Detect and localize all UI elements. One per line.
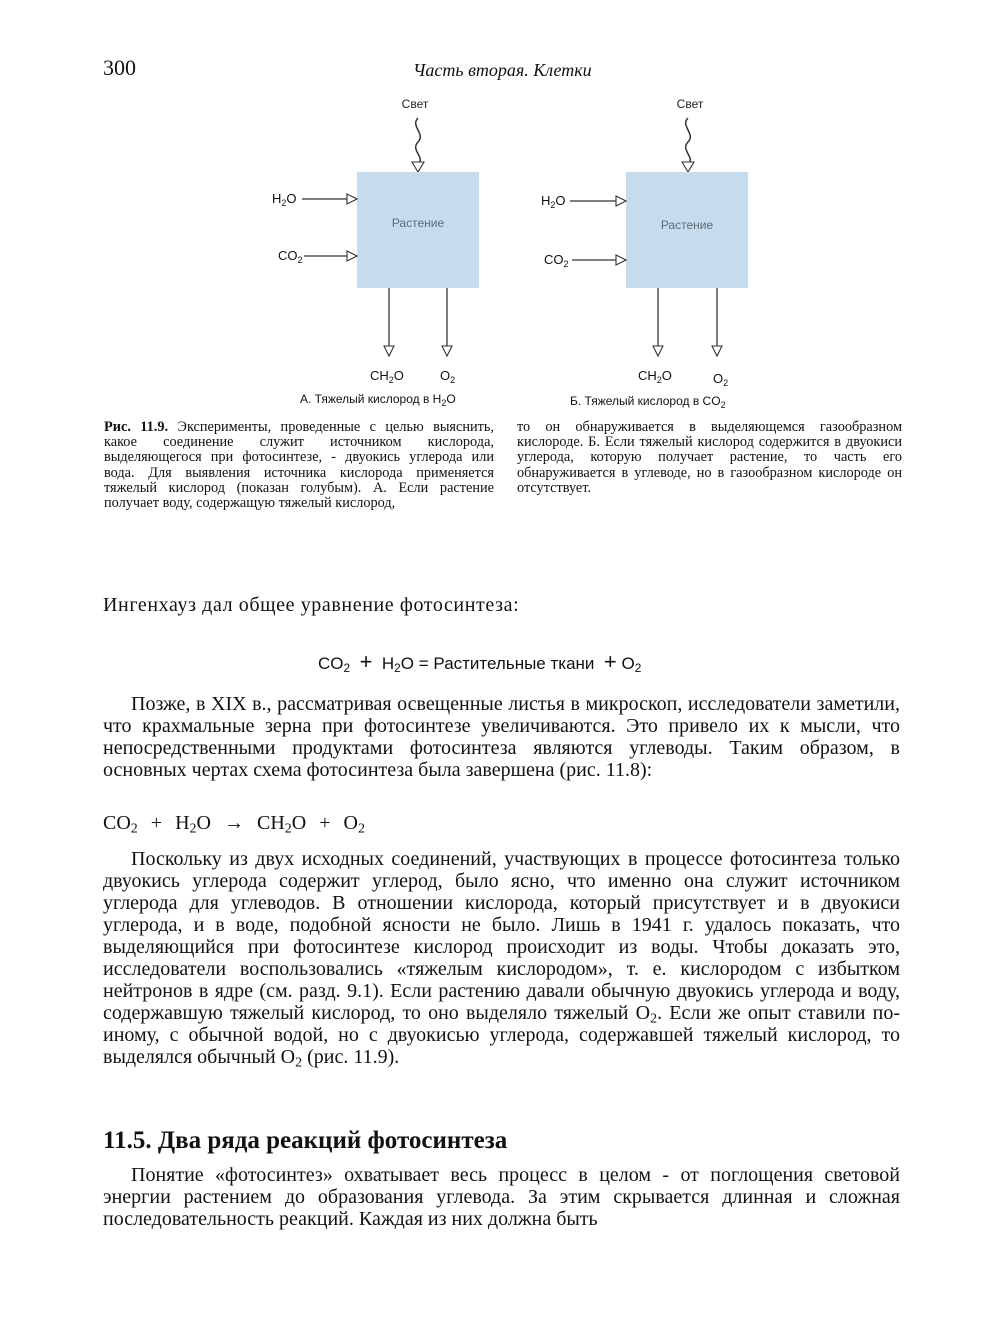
plant-label-a: Растение xyxy=(391,216,445,230)
panel-b xyxy=(541,97,748,410)
plant-label-b: Растение xyxy=(660,218,714,232)
light-arrowhead-a xyxy=(412,162,424,172)
intro-line: Ингенхауз дал общее уравнение фотосинтеза: xyxy=(103,594,520,616)
paragraph-2: Поскольку из двух исходных соединений, участвующих в процессе фотосинтеза только двуокись углерода содержит углерод, было ясно, что именно она служит источником углерода для углеводов. В отношении кислорода, который присутствует и в двуокиси углерода, и в воде, подобной ясности не было. Лишь в 1941 г. удалось показать, что выделяющийся при фотосинтезе кислород происходит из воды. Чтобы доказать это, исследователи воспользовались «тяжелым кислородом», т. е. кислородом с избытком нейтронов в ядре (см. разд. 9.1). Если растению давали обычную двуокись углерода и воду, содержавшую тяжелый кислород, то оно выделяло тяжелый $O_2$. Если же опыт ставили по-иному, с обычной водой, но с двуокисью углерода, содержавшей тяжелый кислород, то выделялся обычный $O_2$ (рис. 11.9). xyxy=(103,848,900,1071)
light-label-a: Свет xyxy=(401,97,429,111)
panel-a-label: А. Тяжелый кислород в $H_2O$ xyxy=(300,392,456,408)
light-wave-b xyxy=(686,118,691,164)
output-o2-a: $O_2$ xyxy=(440,368,456,385)
caption-text-left: Эксперименты, проведенные с целью выяснить, какое соединение служит источником кислорода, выделяющегося при фотосинтезе, - двуокись углерода или вода. Для выявления источника кислорода применяется тяжелый кислород (показан голубым). А. Если растение получает воду, содержащую тяжелый кислород, xyxy=(104,419,494,512)
figure-caption-right: то он обнаруживается в выделяющемся газообразном кислороде. Б. Если тяжелый кислород содержится в двуокиси углерода, которую получает растение, то часть его обнаруживается в углеводе, но в газообразном кислороде он отсутствует. xyxy=(517,419,902,496)
input-co2-b: $CO_2$ xyxy=(544,252,569,269)
panel-a xyxy=(272,97,479,408)
equation-ingenhousz: $CO_2 + H_2O$ = Растительные ткани + $O_2$ xyxy=(318,649,642,675)
equation-scheme: $CO_2 + H_2O \to CH_2O + O_2$ xyxy=(103,812,365,837)
panel-b-label: Б. Тяжелый кислород в $CO_2$ xyxy=(570,394,726,410)
light-arrowhead-b xyxy=(682,162,694,172)
figure-caption-left xyxy=(104,420,494,511)
input-h2o-a: $H_2O$ xyxy=(272,191,297,208)
page-number: 300 xyxy=(103,55,136,80)
running-head: Часть вторая. Клетки xyxy=(413,60,592,80)
light-label-b: Свет xyxy=(676,97,704,111)
section-title: 11.5. Два ряда реакций фотосинтеза xyxy=(103,1127,508,1154)
input-h2o-b: $H_2O$ xyxy=(541,193,566,210)
output-ch2o-b: $CH_2O$ xyxy=(638,368,672,385)
output-ch2o-a: $CH_2O$ xyxy=(370,368,404,385)
input-co2-a: $CO_2$ xyxy=(278,248,303,265)
figure-11-9 xyxy=(240,88,800,418)
light-wave-a xyxy=(416,118,421,164)
output-o2-b: $O_2$ xyxy=(713,371,729,388)
caption-label: Рис. 11.9. xyxy=(104,419,169,435)
plant-box-a xyxy=(357,172,479,288)
paragraph-1: Позже, в XIX в., рассматривая освещенные листья в микроскоп, исследователи заметили, что крахмальные зерна при фотосинтезе увеличиваются. Это привело их к мысли, что непосредственными продуктами фотосинтеза являются углеводы. Таким образом, в основных чертах схема фотосинтеза была завершена (рис. 11.8): xyxy=(103,693,900,781)
paragraph-3: Понятие «фотосинтез» охватывает весь процесс в целом - от поглощения световой энергии растением до образования углевода. За этим скрывается длинная и сложная последовательность реакций. Каждая из них должна быть xyxy=(103,1164,900,1230)
